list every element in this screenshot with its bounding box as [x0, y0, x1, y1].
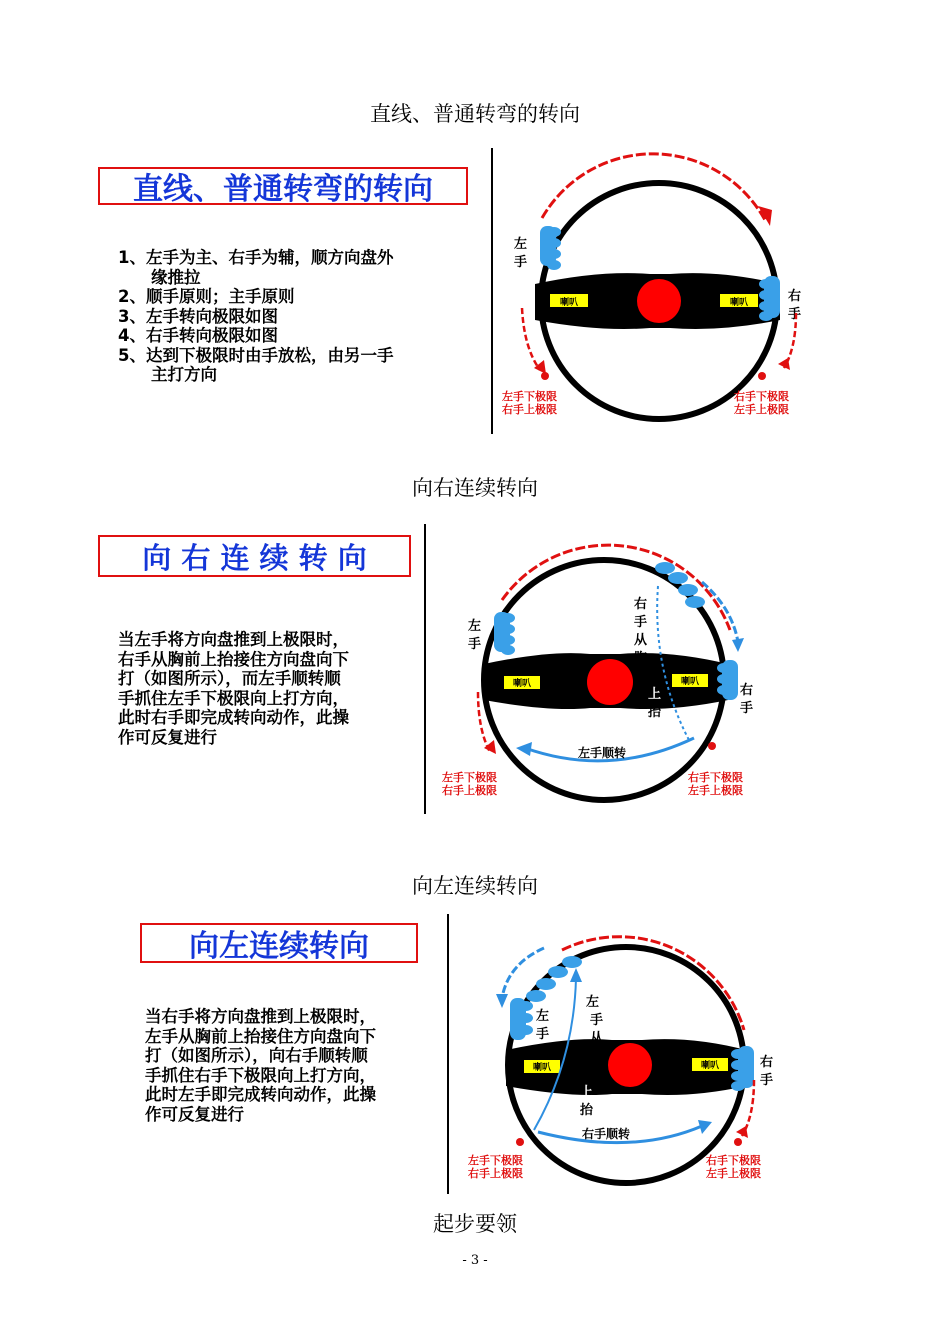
paragraph-line: 打（如图所示），向右手顺转顺: [145, 1046, 368, 1065]
limit-label-right: 左手上极限: [706, 1167, 761, 1180]
list-item: 4、右手转向极限如图: [118, 326, 278, 345]
right-hand-icon: [759, 276, 780, 321]
limit-label-right: 左手上极限: [688, 784, 743, 797]
paragraph-line: 右手从胸前上抬接住方向盘向下: [118, 649, 349, 669]
paragraph-line: 当右手将方向盘推到上极限时，: [145, 1007, 376, 1026]
paragraph-line: 当左手将方向盘推到上极限时，: [118, 630, 349, 649]
svg-text:右: 右: [634, 597, 648, 612]
section3-steering-diagram: [462, 920, 782, 1190]
right-hand-label: 手: [788, 307, 802, 322]
paragraph-line: 左手从胸前上抬接住方向盘向下: [145, 1026, 376, 1046]
list-item: 3、左手转向极限如图: [118, 306, 278, 326]
limit-label-left: 右手上极限: [468, 1167, 523, 1180]
section2-box-title: 向 右 连 续 转 向: [98, 535, 411, 577]
svg-text:前: 前: [588, 1067, 602, 1082]
limit-label-left: 左手下极限: [502, 390, 557, 403]
left-hand-label: 左: [536, 1009, 550, 1024]
limit-label-right: 右手下极限: [688, 771, 743, 784]
left-hand-label: 左: [514, 237, 528, 252]
right-hand-icon: [731, 1046, 754, 1091]
svg-text:上: 上: [580, 1085, 594, 1100]
paragraph-line: 手抓住右手下极限向上打方向，: [145, 1065, 376, 1085]
section1-divider: [491, 148, 493, 434]
footer-heading: 起步要领: [433, 1212, 517, 1236]
limit-label-right: 右手下极限: [706, 1154, 761, 1167]
horn-text: 喇叭: [729, 298, 749, 308]
limit-dot-right: [734, 1138, 742, 1146]
section3-heading: 向左连续转向: [412, 874, 538, 898]
limit-label-left: 右手上极限: [502, 403, 557, 416]
turn-label: 左手顺转: [578, 746, 627, 760]
paragraph-line: 打（如图所示），而左手顺转顺: [118, 669, 341, 688]
arrow-red-head: [778, 358, 790, 370]
list-item: 主打方向: [151, 365, 217, 384]
limit-dot-right: [758, 372, 766, 380]
svg-text:胸: 胸: [588, 1049, 602, 1064]
limit-dot-left: [541, 372, 549, 380]
steering-hub: [587, 659, 633, 705]
right-hand-label: 右: [788, 289, 802, 304]
paragraph-line: 手抓住左手下极限向上打方向，: [118, 688, 349, 708]
limit-label-left: 左手下极限: [468, 1154, 523, 1167]
arrow-blue-head: [698, 1120, 712, 1134]
section3-divider: [447, 914, 449, 1194]
svg-text:手: 手: [634, 615, 648, 630]
turn-label: 右手顺转: [582, 1127, 631, 1141]
limit-dot-right: [708, 742, 716, 750]
section2-heading: 向右连续转向: [412, 476, 538, 500]
section3-box-title: 向左连续转向: [140, 923, 418, 963]
arrow-red-head: [758, 206, 772, 226]
svg-text:前: 前: [634, 669, 648, 684]
right-hand-icon: [717, 660, 738, 700]
svg-text:抬: 抬: [648, 705, 662, 720]
limit-label-right: 左手上极限: [734, 403, 789, 416]
svg-text:抬: 抬: [580, 1103, 594, 1118]
list-item: 缘推拉: [151, 267, 201, 287]
horn-text: 喇叭: [512, 679, 532, 689]
right-hand-label: 右: [740, 683, 754, 698]
left-hand-icon: [510, 998, 533, 1040]
paragraph-line: 此时右手即完成转向动作，此操: [118, 708, 349, 727]
left-hand-label: 手: [514, 255, 528, 270]
limit-dot-left: [516, 1138, 524, 1146]
paragraph-line: 作可反复进行: [145, 1104, 244, 1124]
right-hand-label: 右: [760, 1055, 774, 1070]
horn-text: 喇叭: [532, 1063, 552, 1073]
section3-paragraph: [145, 1007, 376, 1124]
section1-box-title: 直线、普通转弯的转向: [98, 167, 468, 205]
left-hand-icon: [540, 226, 561, 270]
right-hand-label: 手: [760, 1073, 774, 1088]
svg-text:左: 左: [586, 995, 600, 1010]
left-hand-label: 左: [468, 619, 482, 634]
list-item: 2、顺手原则；主手原则: [118, 287, 295, 306]
left-hand-label: 手: [468, 637, 482, 652]
arrow-blue-head: [516, 742, 532, 756]
paragraph-line: 此时左手即完成转向动作，此操: [145, 1085, 376, 1104]
section1-steps-list: [118, 248, 393, 385]
svg-text:手: 手: [590, 1013, 604, 1028]
list-item: 5、达到下极限时由手放松，由另一手: [118, 345, 394, 365]
limit-label-right: 右手下极限: [734, 390, 789, 403]
horn-text: 喇叭: [680, 677, 700, 687]
section2-steering-diagram: [440, 530, 770, 810]
limit-label-left: 左手下极限: [442, 771, 497, 784]
section1-steering-diagram: [500, 148, 820, 438]
section2-paragraph: [118, 630, 349, 747]
svg-text:从: 从: [590, 1031, 604, 1046]
section2-divider: [424, 524, 426, 814]
horn-text: 喇叭: [700, 1061, 720, 1071]
page-number: - 3 -: [462, 1253, 488, 1268]
steering-hub: [608, 1043, 652, 1087]
arrow-blue-head: [732, 638, 744, 652]
left-hand-label: 手: [536, 1027, 550, 1042]
paragraph-line: 作可反复进行: [118, 727, 217, 747]
right-hand-label: 手: [740, 701, 754, 716]
arrow-red-head: [736, 1126, 748, 1138]
limit-label-left: 右手上极限: [442, 784, 497, 797]
svg-text:上: 上: [648, 687, 662, 702]
svg-text:从: 从: [634, 633, 648, 648]
svg-text:胸: 胸: [634, 651, 648, 666]
arrow-blue-head: [570, 968, 582, 982]
horn-text: 喇叭: [559, 298, 579, 308]
arrow-blue-head: [496, 994, 508, 1008]
left-hand-icon: [494, 612, 515, 655]
list-item: 1、左手为主、右手为辅，顺方向盘外: [118, 248, 394, 267]
section1-heading: 直线、普通转弯的转向: [370, 102, 580, 126]
steering-hub: [637, 279, 681, 323]
